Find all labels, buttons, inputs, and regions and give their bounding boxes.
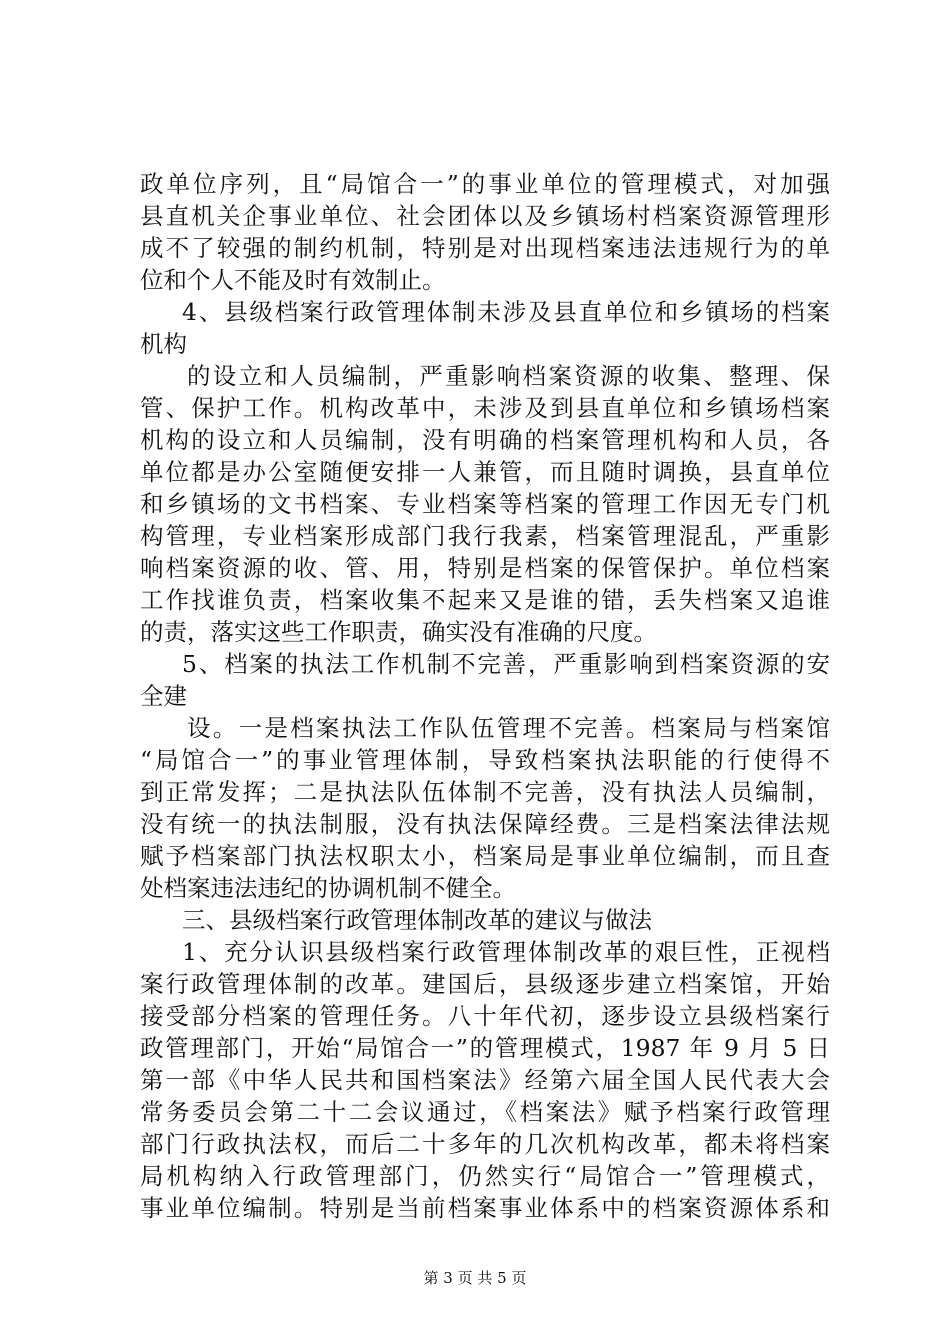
text-line: 响档案资源的收、管、用，特别是档案的保管保护。单位档案 (140, 554, 830, 582)
text-line: 政单位序列，且“局馆合一”的事业单位的管理模式，对加强 (140, 170, 830, 198)
text-line: 全建 (140, 682, 187, 710)
text-line: 机构的设立和人员编制，没有明确的档案管理机构和人员，各 (140, 426, 830, 454)
text-line: 案行政管理体制的改革。建国后，县级逐步建立档案馆，开始 (140, 970, 830, 998)
text-line: 管、保护工作。机构改革中，未涉及到县直单位和乡镇场档案 (140, 394, 830, 422)
text-line: 常务委员会第二十二会议通过，《档案法》赋予档案行政管理 (140, 1098, 830, 1126)
text-line: 4、县级档案行政管理体制未涉及县直单位和乡镇场的档案 (182, 298, 830, 326)
text-line: 第一部《中华人民共和国档案法》经第六届全国人民代表大会 (140, 1066, 830, 1094)
text-line: 政管理部门，开始“局馆合一”的管理模式，1987 年 9 月 5 日 (140, 1034, 830, 1062)
text-line: 县直机关企事业单位、社会团体以及乡镇场村档案资源管理形 (140, 202, 830, 230)
text-line: 赋予档案部门执法权职太小，档案局是事业单位编制，而且查 (140, 842, 830, 870)
text-line: 三、县级档案行政管理体制改革的建议与做法 (182, 906, 652, 934)
text-line: 处档案违法违纪的协调机制不健全。 (140, 874, 516, 902)
text-line: 5、档案的执法工作机制不完善，严重影响到档案资源的安 (182, 650, 830, 678)
text-line: “局馆合一”的事业管理体制，导致档案执法职能的行使得不 (140, 746, 830, 774)
text-line: 设。一是档案执法工作队伍管理不完善。档案局与档案馆 (187, 714, 830, 742)
text-line: 部门行政执法权，而后二十多年的几次机构改革，都未将档案 (140, 1130, 830, 1158)
text-line: 成不了较强的制约机制，特别是对出现档案违法违规行为的单 (140, 234, 830, 262)
page-footer: 第 3 页 共 5 页 (423, 1269, 527, 1287)
text-line: 没有统一的执法制服，没有执法保障经费。三是档案法律法规 (140, 810, 830, 838)
text-line: 和乡镇场的文书档案、专业档案等档案的管理工作因无专门机 (140, 490, 830, 518)
text-line: 构管理，专业档案形成部门我行我素，档案管理混乱，严重影 (140, 522, 830, 550)
text-line: 的责，落实这些工作职责，确实没有准确的尺度。 (140, 618, 657, 646)
text-line: 事业单位编制。特别是当前档案事业体系中的档案资源体系和 (140, 1194, 830, 1222)
text-line: 1、充分认识县级档案行政管理体制改革的艰巨性，正视档 (182, 938, 830, 966)
text-line: 的设立和人员编制，严重影响档案资源的收集、整理、保 (187, 362, 830, 390)
text-line: 单位都是办公室随便安排一人兼管，而且随时调换，县直单位 (140, 458, 830, 486)
text-line: 工作找谁负责，档案收集不起来又是谁的错，丢失档案又追谁 (140, 586, 830, 614)
text-line: 接受部分档案的管理任务。八十年代初，逐步设立县级档案行 (140, 1002, 830, 1030)
text-line: 到正常发挥；二是执法队伍体制不完善，没有执法人员编制， (140, 778, 830, 806)
text-line: 位和个人不能及时有效制止。 (140, 266, 446, 294)
text-line: 局机构纳入行政管理部门，仍然实行“局馆合一”管理模式， (140, 1162, 830, 1190)
document-body (140, 168, 830, 1224)
text-line: 机构 (140, 330, 187, 358)
